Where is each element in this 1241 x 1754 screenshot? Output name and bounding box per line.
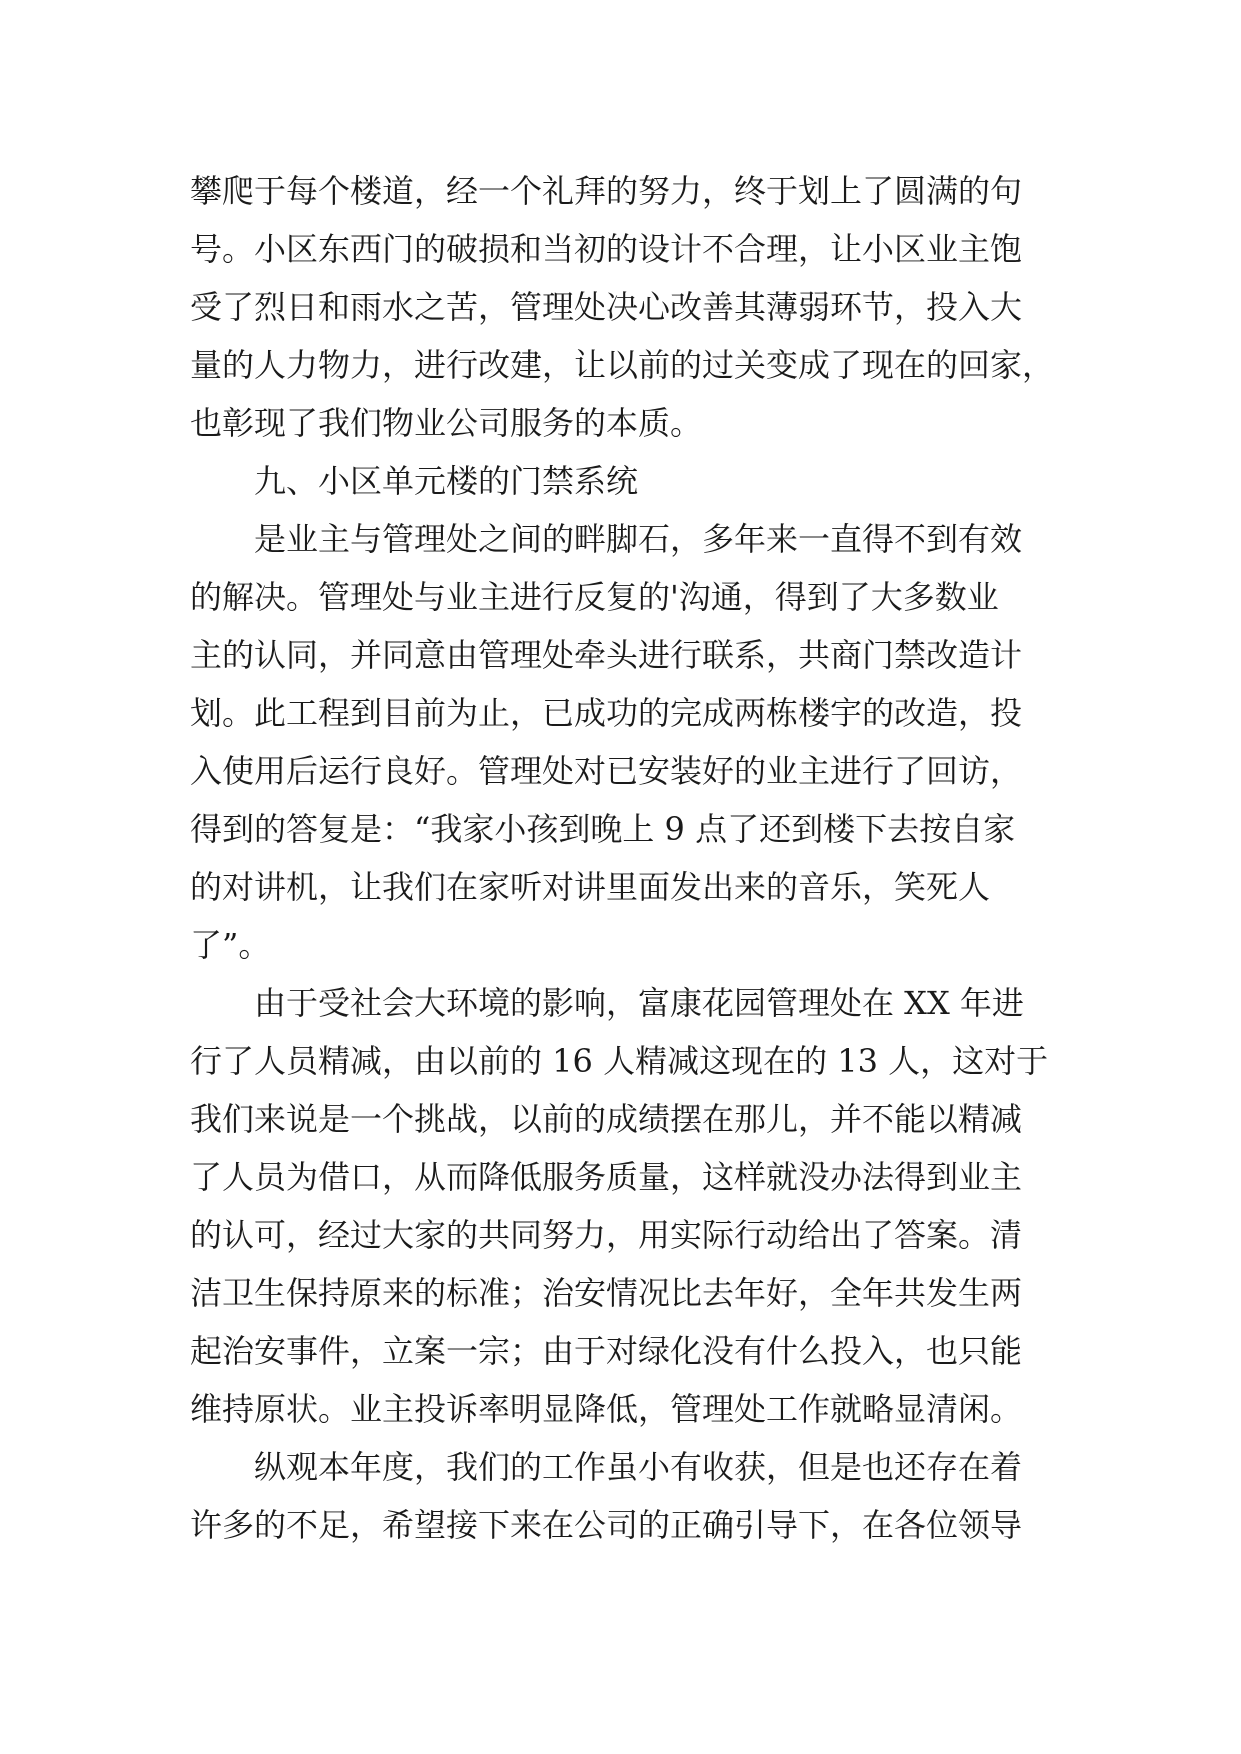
paragraph-first-line: 纵观本年度，我们的工作虽小有收获，但是也还存在着 bbox=[254, 1448, 1023, 1486]
text-line: 主的认同，并同意由管理处牵头进行联系，共商门禁改造计 bbox=[190, 636, 1023, 674]
text-line: 的解决。管理处与业主进行反复的'沟通，得到了大多数业 bbox=[190, 578, 999, 616]
text-line: 的认可，经过大家的共同努力，用实际行动给出了答案。清 bbox=[190, 1216, 1023, 1254]
text-line: 的对讲机，让我们在家听对讲里面发出来的音乐，笑死人 bbox=[190, 868, 991, 906]
paragraph-first-line: 是业主与管理处之间的畔脚石，多年来一直得不到有效 bbox=[254, 520, 1023, 558]
text-line: 许多的不足，希望接下来在公司的正确引导下，在各位领导 bbox=[190, 1506, 1023, 1544]
text-line: 行了人员精减，由以前的 16 人精减这现在的 13 人，这对于 bbox=[190, 1042, 1049, 1080]
document-body bbox=[190, 162, 1055, 1554]
paragraph-first-line: 由于受社会大环境的影响，富康花园管理处在 XX 年进 bbox=[254, 984, 1024, 1022]
text-line: 我们来说是一个挑战，以前的成绩摆在那儿，并不能以精减 bbox=[190, 1100, 1023, 1138]
text-line: 了”。 bbox=[190, 926, 271, 964]
text-line: 洁卫生保持原来的标准；治安情况比去年好，全年共发生两 bbox=[190, 1274, 1023, 1312]
text-line: 也彰现了我们物业公司服务的本质。 bbox=[190, 404, 703, 442]
section-heading: 九、小区单元楼的门禁系统 bbox=[254, 462, 639, 500]
text-line: 号。小区东西门的破损和当初的设计不合理，让小区业主饱 bbox=[190, 230, 1023, 268]
text-line: 划。此工程到目前为止，已成功的完成两栋楼宇的改造，投 bbox=[190, 694, 1023, 732]
text-line: 得到的答复是：“我家小孩到晚上 9 点了还到楼下去按自家 bbox=[190, 810, 1016, 848]
text-line: 量的人力物力，进行改建，让以前的过关变成了现在的回家， bbox=[190, 346, 1055, 384]
text-line: 起治安事件，立案一宗；由于对绿化没有什么投入，也只能 bbox=[190, 1332, 1023, 1370]
text-line: 维持原状。业主投诉率明显降低，管理处工作就略显清闲。 bbox=[190, 1390, 1023, 1428]
text-line: 攀爬于每个楼道，经一个礼拜的努力，终于划上了圆满的句 bbox=[190, 172, 1023, 210]
text-line: 入使用后运行良好。管理处对已安装好的业主进行了回访， bbox=[190, 752, 1023, 790]
text-line: 受了烈日和雨水之苦，管理处决心改善其薄弱环节，投入大 bbox=[190, 288, 1023, 326]
text-line: 了人员为借口，从而降低服务质量，这样就没办法得到业主 bbox=[190, 1158, 1023, 1196]
